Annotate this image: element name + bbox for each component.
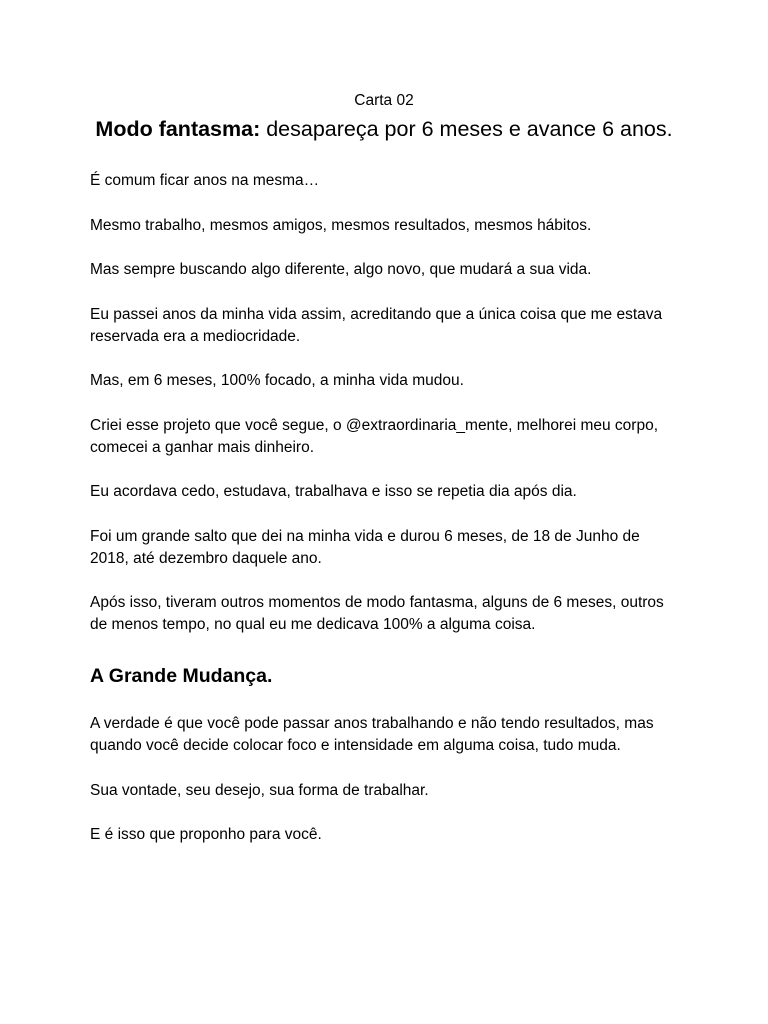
letter-body [90, 170, 678, 846]
paragraph: Criei esse projeto que você segue, o @extraordinaria_mente, melhorei meu corpo, comecei a ganhar mais dinheiro. [90, 416, 659, 456]
paragraph: Após isso, tiveram outros momentos de modo fantasma, alguns de 6 meses, outros de menos tempo, no qual eu me dedicava 100% a alguma coisa. [90, 594, 664, 633]
section-paragraph: A verdade é que você pode passar anos trabalhando e não tendo resultados, mas quando você decide colocar foco e intensidade em alguma coisa, tudo muda. [90, 715, 654, 754]
letter-title-bold: Modo fantasma: [95, 117, 261, 141]
paragraph: Mas, em 6 meses, 100% focado, a minha vida mudou. [90, 372, 464, 389]
paragraph: Eu passei anos da minha vida assim, acreditando que a única coisa que me estava reservada era a mediocridade. [90, 305, 663, 345]
letter-title-rest: desapareça por 6 meses e avance 6 anos. [260, 117, 673, 141]
paragraph: Mas sempre buscando algo diferente, algo novo, que mudará a sua vida. [90, 261, 592, 278]
letter-label: Carta 02 [354, 92, 414, 109]
section-heading: A Grande Mudança. [90, 665, 273, 687]
paragraph: Eu acordava cedo, estudava, trabalhava e isso se repetia dia após dia. [90, 483, 577, 500]
section-paragraph: E é isso que proponho para você. [90, 826, 322, 843]
section-paragraph: Sua vontade, seu desejo, sua forma de trabalhar. [90, 781, 429, 799]
paragraph: É comum ficar anos na mesma… [90, 172, 320, 189]
paragraph: Foi um grande salto que dei na minha vida e durou 6 meses, de 18 de Junho de 2018, até dezembro daquele ano. [90, 527, 640, 567]
paragraph: Mesmo trabalho, mesmos amigos, mesmos resultados, mesmos hábitos. [90, 216, 592, 234]
letter-title [90, 114, 678, 144]
